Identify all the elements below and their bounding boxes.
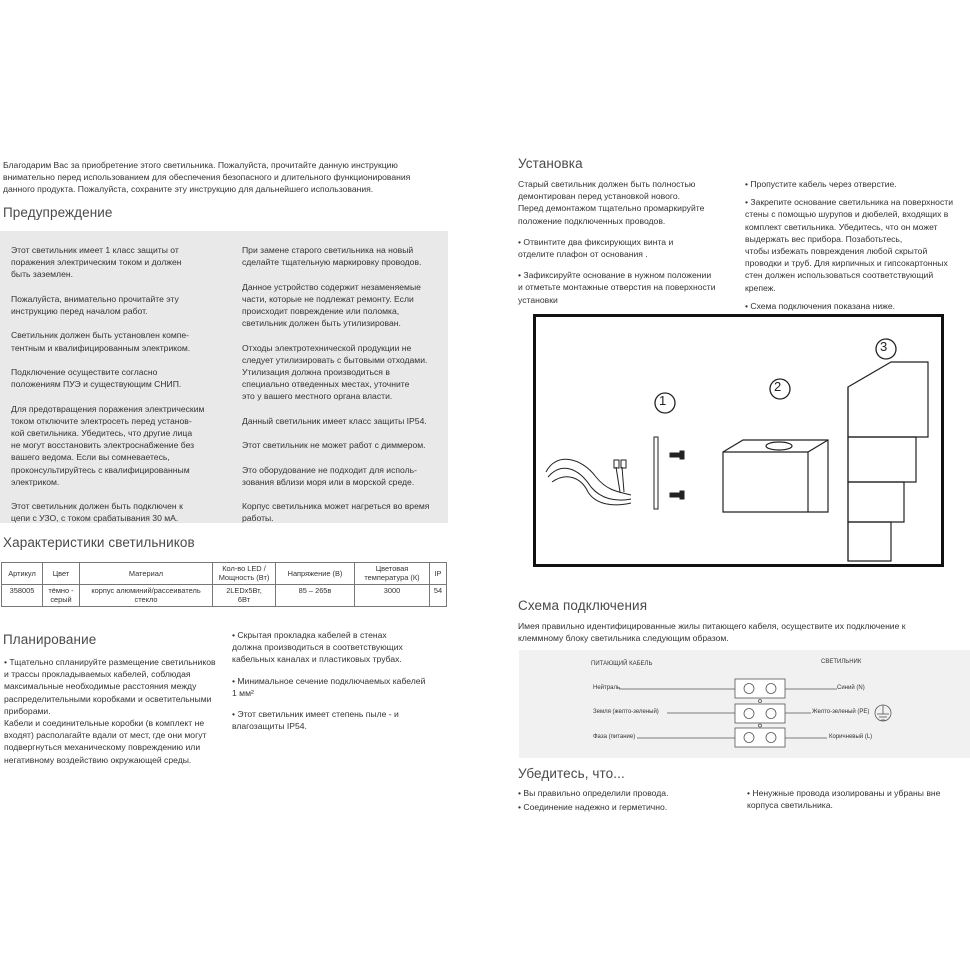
warning-item: При замене старого светильника на новый сделайте тщательную маркировку проводов. bbox=[242, 245, 422, 268]
warning-item: Это оборудование не подходит для исполь- зования вблизи моря или в морской среде. bbox=[242, 464, 417, 487]
warning-item: Корпус светильника может нагреться во время работы. bbox=[242, 501, 430, 524]
planning-item: • Минимальное сечение подключаемых кабелей 1 мм² bbox=[232, 675, 426, 698]
wiring-left-label: Фаза (питание) bbox=[593, 734, 636, 740]
wiring-left-label: Земля (желто-зеленый) bbox=[593, 709, 659, 715]
planning-right-column bbox=[232, 629, 447, 732]
warning-item: Подключение осуществите согласно положениям ПУЭ и существующим СНИП. bbox=[11, 366, 182, 390]
specs-cell: 358005 bbox=[2, 584, 43, 606]
wiring-right-label: Желто-зеленый (PE) bbox=[812, 709, 870, 715]
wiring-col-right: СВЕТИЛЬНИК bbox=[821, 659, 862, 665]
warning-left-column bbox=[11, 244, 221, 537]
check-left-column bbox=[518, 787, 743, 813]
specs-table bbox=[1, 562, 447, 607]
wiring-right-label: Синий (N) bbox=[837, 685, 865, 691]
installation-drawing bbox=[536, 317, 941, 564]
install-item: • Закрепите основание светильника на поверхности стены с помощью шурупов и дюбелей, входящих в комплект светильника. Убедитесь, что он может выдержать вес прибора. Позаботьтесь, чтобы избежать повреждения любой скрытой проводки и труб. Для кирпичных и гипсокартонных стен должен использоваться соответствующий крепеж. bbox=[745, 197, 953, 293]
wiring-left-label: Нейтраль bbox=[593, 685, 621, 691]
specs-cell: тёмно - серый bbox=[43, 584, 80, 606]
specs-header-cell: Материал bbox=[80, 563, 213, 585]
specs-title: Характеристики светильников bbox=[3, 535, 195, 550]
planning-item: • Скрытая прокладка кабелей в стенах должна производиться в соответствующих кабельных каналах и пластиковых трубах. bbox=[232, 630, 403, 665]
warning-item: Этот светильник имеет 1 класс защиты от поражения электрическим током и должен быть заземлен. bbox=[11, 245, 182, 280]
warning-item: Отходы электротехнической продукции не следует утилизировать с бытовыми отходами. Утилизация должна производиться в специально отведенных местах, уточните это у вашего местного органа власти. bbox=[242, 342, 428, 402]
warning-item: Этот светильник не может работ с диммером. bbox=[242, 440, 426, 451]
step2-base bbox=[723, 440, 828, 512]
wiring-diagram bbox=[519, 650, 970, 758]
install-item: • Зафиксируйте основание в нужном положении и отметьте монтажные отверстия на поверхности установки bbox=[518, 270, 716, 305]
specs-header-cell: Артикул bbox=[2, 563, 43, 585]
specs-header-cell: Цвет bbox=[43, 563, 80, 585]
specs-data-row bbox=[2, 584, 447, 606]
check-item: • Соединение надежно и герметично. bbox=[518, 802, 668, 813]
specs-cell: 3000 bbox=[355, 584, 430, 606]
install-title: Установка bbox=[518, 156, 583, 171]
specs-header-cell: Напряжение (В) bbox=[276, 563, 355, 585]
install-left-column bbox=[518, 178, 743, 306]
step-label: 2 bbox=[774, 379, 782, 394]
specs-header-cell: Цветовая температура (К) bbox=[355, 563, 430, 585]
warning-item: Пожалуйста, внимательно прочитайте эту инструкцию перед началом работ. bbox=[11, 293, 179, 316]
specs-header-cell: Кол-во LED / Мощность (Вт) bbox=[213, 563, 276, 585]
mounting-plate bbox=[654, 437, 658, 509]
planning-title: Планирование bbox=[3, 632, 97, 647]
specs-header-row bbox=[2, 563, 447, 585]
warning-right-column bbox=[242, 244, 447, 537]
step1-wires bbox=[546, 459, 631, 505]
planning-item: • Этот светильник имеет степень пыле - и влагозащиты IP54. bbox=[232, 709, 399, 732]
warning-box bbox=[0, 231, 448, 523]
planning-left-text: • Тщательно спланируйте размещение светильников и трассы прокладываемых кабелей, соблюдая максимальные необходимые расстояния между распределительными коробками и осветительными приборами. Кабели и соединительные коробки (в комплект не входят) располагайте вдали от мест, где они могут подвергнуться механическому повреждению или негативному воздействию окружающей среды. bbox=[4, 657, 216, 765]
specs-header-cell: IP bbox=[430, 563, 447, 585]
check-item: • Вы правильно определили провода. bbox=[518, 788, 669, 798]
warning-title: Предупреждение bbox=[3, 205, 113, 220]
check-right-item: • Ненужные провода изолированы и убраны вне корпуса светильника. bbox=[747, 788, 941, 811]
step3-lamp bbox=[848, 362, 928, 561]
step-label: 3 bbox=[880, 339, 888, 354]
install-right-column bbox=[745, 178, 970, 312]
install-item: Старый светильник должен быть полностью демонтирован перед установкой нового. Перед демонтажом тщательно промаркируйте положение подключенных проводов. bbox=[518, 179, 705, 226]
specs-cell: 85 – 265в bbox=[276, 584, 355, 606]
specs-cell: корпус алюминий/рассеиватель стекло bbox=[80, 584, 213, 606]
wiring-right-label: Коричневый (L) bbox=[829, 734, 873, 740]
wiring-col-left: ПИТАЮЩИЙ КАБЕЛЬ bbox=[591, 661, 653, 667]
install-item: • Отвинтите два фиксирующих винта и отделите плафон от основания . bbox=[518, 236, 674, 260]
warning-item: Данное устройство содержит незаменяемые части, которые не подлежат ремонту. Если происходит повреждение или поломка, светильник должен быть утилизирован. bbox=[242, 281, 421, 329]
intro-text: Благодарим Вас за приобретение этого светильника. Пожалуйста, прочитайте данную инструкцию внимательно перед использованием для обеспечения безопасного и длительного функционирования данного продукта. Пожалуйста, сохраните эту инструкцию для дальнейшего использования. bbox=[3, 160, 411, 195]
warning-item: Для предотвращения поражения электрическим током отключите электросеть перед установ- кой светильника. Убедитесь, что другие лица не могут восстановить электроснабжение без вашего ведома. Если вы сомневаетесь, проконсультируйтесь с квалифицированным электриком. bbox=[11, 403, 205, 487]
warning-item: Светильник должен быть установлен компе- тентным и квалифицированным электриком. bbox=[11, 330, 191, 353]
installation-figure bbox=[533, 314, 944, 567]
terminal-block-drawing bbox=[519, 650, 970, 758]
install-item: • Пропустите кабель через отверстие. bbox=[745, 179, 897, 189]
check-title: Убедитесь, что... bbox=[518, 766, 625, 781]
warning-item: Этот светильник должен быть подключен к цепи с УЗО, с током срабатывания 30 мА. bbox=[11, 501, 183, 524]
screws bbox=[670, 451, 684, 499]
warning-item: Данный светильник имеет класс защиты IP54. bbox=[242, 415, 427, 426]
wiring-title: Схема подключения bbox=[518, 598, 648, 613]
specs-cell: 2LEDx5Вт, 6Вт bbox=[213, 584, 276, 606]
step-label: 1 bbox=[659, 393, 667, 408]
wiring-text: Имея правильно идентифицированные жилы питающего кабеля, осуществите их подключение к клеммному блоку светильника следующим образом. bbox=[518, 621, 906, 644]
install-item: • Схема подключения показана ниже. bbox=[745, 300, 896, 311]
specs-cell: 54 bbox=[430, 584, 447, 606]
